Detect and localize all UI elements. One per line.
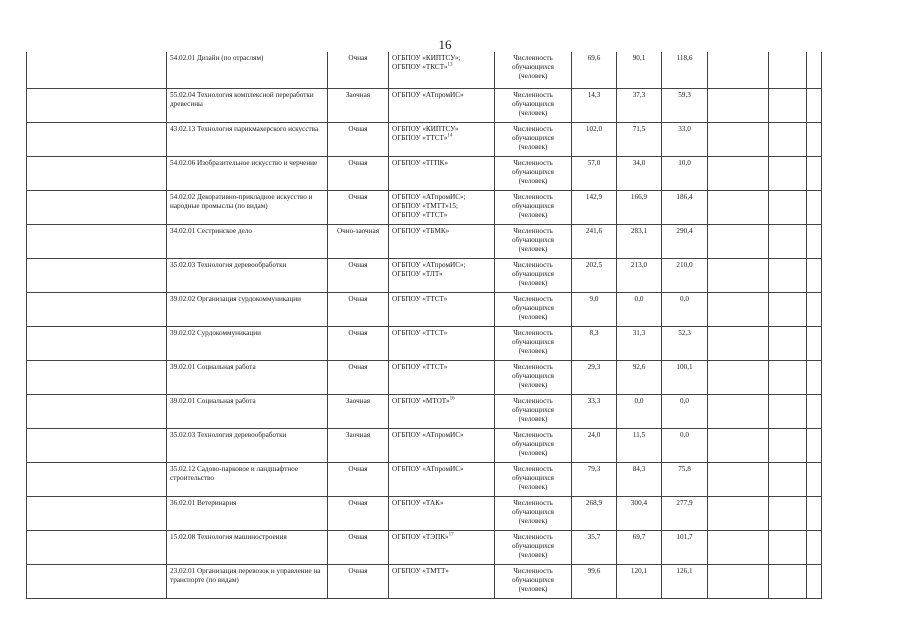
blank-cell (708, 497, 769, 531)
table-row (27, 157, 822, 191)
institution-name: ОГБПОУ «КИПТСУ»; (392, 54, 461, 62)
footnote-ref: 17 (448, 532, 454, 538)
value-cell: 9,0 (572, 293, 617, 327)
value-cell: 126,1 (662, 565, 708, 599)
value-cell: 33,0 (662, 123, 708, 157)
value-cell: 99,6 (572, 565, 617, 599)
blank-cell (708, 565, 769, 599)
blank-cell (708, 157, 769, 191)
institution-name: ОГБПОУ «ТТСТ» (392, 363, 448, 371)
indicator-cell: Численность обучающихся (человек) (495, 497, 572, 531)
institution-cell (389, 123, 495, 157)
blank-cell (807, 327, 822, 361)
program-cell: 39.02.02 Сурдокоммуникации (167, 327, 328, 361)
institution-cell (389, 157, 495, 191)
blank-cell (807, 293, 822, 327)
program-cell: 34.02.01 Сестринское дело (167, 225, 328, 259)
blank-cell (708, 463, 769, 497)
value-cell: 69,6 (572, 52, 617, 89)
blank-cell (769, 463, 807, 497)
study-form-cell: Очная (328, 123, 389, 157)
study-form-cell: Очная (328, 259, 389, 293)
blank-cell (769, 52, 807, 89)
value-cell: 120,1 (617, 565, 662, 599)
blank-cell (27, 565, 167, 599)
indicator-cell: Численность обучающихся (человек) (495, 259, 572, 293)
blank-cell (807, 52, 822, 89)
institution-name: ОГБПОУ «ТМТТ»15; (392, 202, 458, 210)
page-number: 16 (438, 37, 452, 52)
study-form-cell: Очная (328, 157, 389, 191)
blank-cell (27, 191, 167, 225)
blank-cell (27, 463, 167, 497)
blank-cell (769, 157, 807, 191)
value-cell: 29,3 (572, 361, 617, 395)
blank-cell (807, 429, 822, 463)
indicator-cell: Численность обучающихся (человек) (495, 191, 572, 225)
table-row (27, 89, 822, 123)
value-cell: 277,9 (662, 497, 708, 531)
blank-cell (708, 361, 769, 395)
study-form-cell: Заочная (328, 395, 389, 429)
institution-name: ОГБПОУ «ТЛТ» (392, 270, 443, 278)
blank-cell (27, 429, 167, 463)
blank-cell (27, 361, 167, 395)
blank-cell (807, 191, 822, 225)
blank-cell (708, 293, 769, 327)
value-cell: 210,0 (662, 259, 708, 293)
value-cell: 69,7 (617, 531, 662, 565)
institution-name: ОГБПОУ «ТБМК» (392, 227, 450, 235)
indicator-cell: Численность обучающихся (человек) (495, 429, 572, 463)
value-cell: 57,0 (572, 157, 617, 191)
institution-cell (389, 259, 495, 293)
value-cell: 37,3 (617, 89, 662, 123)
program-cell: 55.02.04 Технология комплексной переработки древесины (167, 89, 328, 123)
study-form-cell: Заочная (328, 89, 389, 123)
value-cell: 186,4 (662, 191, 708, 225)
value-cell: 166,9 (617, 191, 662, 225)
footnote-ref: 13 (447, 62, 453, 68)
blank-cell (27, 293, 167, 327)
study-form-cell: Очная (328, 565, 389, 599)
indicator-cell: Численность обучающихся (человек) (495, 327, 572, 361)
table-row (27, 191, 822, 225)
blank-cell (807, 565, 822, 599)
study-form-cell: Заочная (328, 429, 389, 463)
blank-cell (769, 531, 807, 565)
value-cell: 34,0 (617, 157, 662, 191)
value-cell: 0,0 (617, 293, 662, 327)
blank-cell (807, 361, 822, 395)
program-cell: 23.02.01 Организация перевозок и управление на транспорте (по видам) (167, 565, 328, 599)
indicator-cell: Численность обучающихся (человек) (495, 361, 572, 395)
institution-cell (389, 531, 495, 565)
institution-name: ОГБПОУ «ТГПК» (392, 159, 449, 167)
blank-cell (769, 327, 807, 361)
blank-cell (708, 259, 769, 293)
table-row (27, 52, 822, 89)
value-cell: 213,0 (617, 259, 662, 293)
table-row (27, 395, 822, 429)
table-row (27, 259, 822, 293)
blank-cell (27, 259, 167, 293)
blank-cell (807, 123, 822, 157)
institution-name: ОГБПОУ «ТТСТ» (392, 329, 448, 337)
institution-cell (389, 52, 495, 89)
value-cell: 90,1 (617, 52, 662, 89)
blank-cell (807, 89, 822, 123)
blank-cell (769, 123, 807, 157)
blank-cell (807, 395, 822, 429)
institution-cell (389, 191, 495, 225)
value-cell: 31,3 (617, 327, 662, 361)
indicator-cell: Численность обучающихся (человек) (495, 565, 572, 599)
value-cell: 79,3 (572, 463, 617, 497)
table-row (27, 531, 822, 565)
blank-cell (769, 89, 807, 123)
study-form-cell: Очная (328, 191, 389, 225)
study-form-cell: Очная (328, 293, 389, 327)
institution-name: ОГБПОУ «КИПТСУ» (392, 125, 459, 133)
indicator-cell: Численность обучающихся (человек) (495, 123, 572, 157)
study-form-cell: Очная (328, 327, 389, 361)
blank-cell (807, 497, 822, 531)
program-cell: 39.02.02 Организация сурдокоммуникации (167, 293, 328, 327)
blank-cell (807, 225, 822, 259)
blank-cell (708, 395, 769, 429)
institution-name: ОГБПОУ «АТпромИС»; (392, 261, 466, 269)
blank-cell (27, 157, 167, 191)
blank-cell (807, 157, 822, 191)
table-row (27, 361, 822, 395)
blank-cell (27, 395, 167, 429)
study-form-cell: Очная (328, 497, 389, 531)
value-cell: 71,5 (617, 123, 662, 157)
institution-name: ОГБПОУ «ТТСТ» (392, 295, 448, 303)
value-cell: 100,1 (662, 361, 708, 395)
value-cell: 202,5 (572, 259, 617, 293)
value-cell: 118,6 (662, 52, 708, 89)
value-cell: 75,8 (662, 463, 708, 497)
value-cell: 102,0 (572, 123, 617, 157)
table-row (27, 497, 822, 531)
blank-cell (708, 531, 769, 565)
footnote-ref: 14 (447, 133, 453, 139)
blank-cell (769, 361, 807, 395)
institution-name: ОГБПОУ «АТпромИС» (392, 431, 464, 439)
blank-cell (708, 225, 769, 259)
program-cell: 35.02.12 Садово-парковое и ландшафтное строительство (167, 463, 328, 497)
value-cell: 268,9 (572, 497, 617, 531)
table-row (27, 429, 822, 463)
indicator-cell: Численность обучающихся (человек) (495, 531, 572, 565)
table-body (27, 52, 822, 599)
value-cell: 142,9 (572, 191, 617, 225)
institution-name: ОГБПОУ «ТМТТ» (392, 567, 449, 575)
institution-name: ОГБПОУ «ТЭПК»$^{17}$ (392, 532, 454, 541)
blank-cell (27, 497, 167, 531)
program-cell: 54.02.02 Декоративно-прикладное искусство и народные промыслы (по видам) (167, 191, 328, 225)
blank-cell (708, 191, 769, 225)
value-cell: 0,0 (662, 395, 708, 429)
institution-cell (389, 361, 495, 395)
blank-cell (708, 429, 769, 463)
table-row (27, 293, 822, 327)
institution-name: ОГБПОУ «ТКСТ»$^{13}$ (392, 62, 453, 71)
study-form-cell: Очная (328, 361, 389, 395)
blank-cell (769, 293, 807, 327)
value-cell: 33,3 (572, 395, 617, 429)
institution-cell (389, 565, 495, 599)
value-cell: 300,4 (617, 497, 662, 531)
value-cell: 14,3 (572, 89, 617, 123)
blank-cell (27, 123, 167, 157)
blank-cell (769, 259, 807, 293)
indicator-cell: Численность обучающихся (человек) (495, 89, 572, 123)
value-cell: 10,0 (662, 157, 708, 191)
value-cell: 84,3 (617, 463, 662, 497)
program-cell: 43.02.13 Технология парикмахерского искусства (167, 123, 328, 157)
value-cell: 8,3 (572, 327, 617, 361)
blank-cell (769, 191, 807, 225)
institution-cell (389, 497, 495, 531)
blank-cell (708, 327, 769, 361)
value-cell: 0,0 (662, 293, 708, 327)
table-row (27, 225, 822, 259)
table-row (27, 565, 822, 599)
table-row (27, 123, 822, 157)
blank-cell (708, 123, 769, 157)
program-cell: 39.02.01 Социальная работа (167, 361, 328, 395)
blank-cell (27, 531, 167, 565)
blank-cell (769, 497, 807, 531)
institution-cell (389, 429, 495, 463)
blank-cell (807, 463, 822, 497)
value-cell: 92,6 (617, 361, 662, 395)
blank-cell (769, 395, 807, 429)
program-cell: 35.02.03 Технология деревообработки (167, 429, 328, 463)
value-cell: 11,5 (617, 429, 662, 463)
institution-name: ОГБПОУ «ТТСТ»$^{14}$ (392, 133, 453, 142)
blank-cell (807, 259, 822, 293)
value-cell: 52,3 (662, 327, 708, 361)
table-row (27, 463, 822, 497)
indicator-cell: Численность обучающихся (человек) (495, 395, 572, 429)
institution-cell (389, 327, 495, 361)
study-form-cell: Очная (328, 531, 389, 565)
institution-cell (389, 225, 495, 259)
indicator-cell: Численность обучающихся (человек) (495, 52, 572, 89)
institution-name: ОГБПОУ «ТТСТ» (392, 211, 448, 219)
institution-name: ОГБПОУ «МТОТ»$^{16}$ (392, 396, 455, 405)
blank-cell (708, 52, 769, 89)
value-cell: 241,6 (572, 225, 617, 259)
study-form-cell: Очная (328, 463, 389, 497)
value-cell: 101,7 (662, 531, 708, 565)
institution-cell (389, 89, 495, 123)
blank-cell (708, 89, 769, 123)
value-cell: 0,0 (617, 395, 662, 429)
program-cell: 54.02.01 Дизайн (по отраслям) (167, 52, 328, 89)
program-cell: 54.02.06 Изобразительное искусство и черчение (167, 157, 328, 191)
indicator-cell: Численность обучающихся (человек) (495, 463, 572, 497)
blank-cell (27, 52, 167, 89)
table-row (27, 327, 822, 361)
blank-cell (769, 565, 807, 599)
institution-name: ОГБПОУ «АТпромИС» (392, 91, 464, 99)
program-cell: 39.02.01 Социальная работа (167, 395, 328, 429)
program-cell: 15.02.08 Технология машиностроения (167, 531, 328, 565)
institution-cell (389, 463, 495, 497)
value-cell: 35,7 (572, 531, 617, 565)
value-cell: 24,0 (572, 429, 617, 463)
institution-cell (389, 395, 495, 429)
institution-name: ОГБПОУ «АТпромИС»; (392, 193, 466, 201)
value-cell: 283,1 (617, 225, 662, 259)
value-cell: 59,3 (662, 89, 708, 123)
indicator-cell: Численность обучающихся (человек) (495, 157, 572, 191)
blank-cell (27, 225, 167, 259)
value-cell: 290,4 (662, 225, 708, 259)
study-form-cell: Очно-заочная (328, 225, 389, 259)
study-form-cell: Очная (328, 52, 389, 89)
indicator-cell: Численность обучающихся (человек) (495, 293, 572, 327)
institution-cell (389, 293, 495, 327)
blank-cell (27, 89, 167, 123)
footnote-ref: 16 (449, 396, 455, 402)
program-cell: 36.02.01 Ветеринария (167, 497, 328, 531)
institution-name: ОГБПОУ «ТАК» (392, 499, 444, 507)
blank-cell (27, 327, 167, 361)
blank-cell (769, 429, 807, 463)
value-cell: 0,0 (662, 429, 708, 463)
institution-name: ОГБПОУ «АТпромИС» (392, 465, 464, 473)
blank-cell (769, 225, 807, 259)
blank-cell (807, 531, 822, 565)
indicator-cell: Численность обучающихся (человек) (495, 225, 572, 259)
data-table (26, 52, 822, 599)
program-cell: 35.02.03 Технология деревообработки (167, 259, 328, 293)
